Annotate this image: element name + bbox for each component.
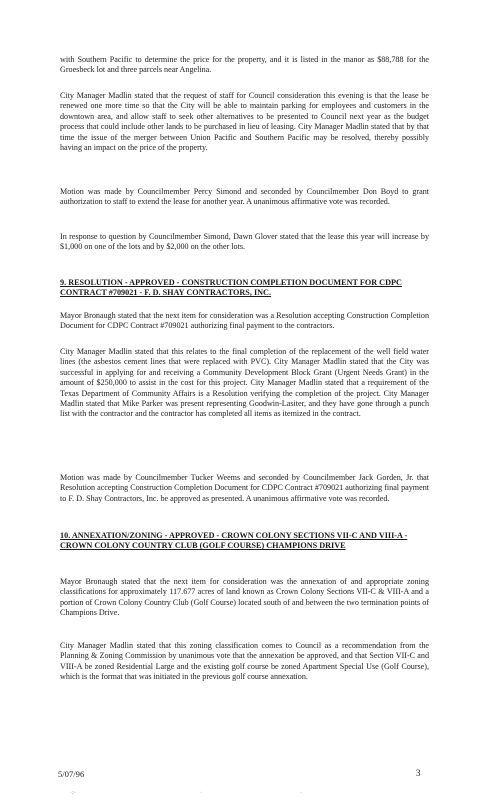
paragraph-annexation-details: City Manager Madlin stated that this zoning classification comes to Council as a recommendation from the Planning & Zoning Commission by unanimous vote that the annexation be approved, and that Section VII-C and VIII-A be zoned Residential Large and the existing golf course be zoned Apartment Special Use (Golf Course), which is the format that was initiated in the previous golf course annexation.: [60, 641, 429, 682]
section-heading-resolution: 9. RESOLUTION - APPROVED - CONSTRUCTION COMPLETION DOCUMENT FOR CDPC CONTRACT #709021 - F. D. SHAY CONTRACTORS, INC.: [60, 278, 402, 298]
paragraph-resolution-motion: Motion was made by Councilmember Tucker Weems and seconded by Councilmember Jack Gorden, Jr. that Resolution accepting Construction Completion Document for CDPC Contract #709021 authorizing final payment to F. D. Shay Contractors, Inc. be approved as presented. A unanimous affirmative vote was recorded.: [60, 473, 429, 503]
section-heading-annexation: 10. ANNEXATION/ZONING - APPROVED - CROWN COLONY SECTIONS VII-C AND VIII-A - CROWN COLONY COUNTRY CLUB (GOLF COURSE) CHAMPIONS DRIVE: [60, 531, 408, 551]
paragraph-lease-increase: In response to question by Councilmember Simond, Dawn Glover stated that the lease this year will increase by $1,000 on one of the lots and by $2,000 on the other lots.: [60, 232, 429, 252]
scan-artifact: ·:·: [70, 790, 76, 796]
paragraph-resolution-intro: Mayor Bronaugh stated that the next item for consideration was a Resolution accepting Construction Completion Document for CDPC Contract #709021 authorizing final payment to the contractors.: [60, 311, 429, 331]
paragraph-annexation-intro: Mayor Bronaugh stated that the next item for consideration was the annexation of and appropriate zoning classifications for approximately 117.677 acres of land known as Crown Colony Sections VII-C & VIII-A and a portion of Crown Colony Country Club (Golf Course) located south of and between the two termination points of Champions Drive.: [60, 577, 429, 618]
paragraph-property-price: with Southern Pacific to determine the price for the property, and it is listed in the manor as $88,788 for the Groesbeck lot and three parcels near Angelina.: [60, 55, 429, 75]
footer-date: 5/07/96: [58, 769, 85, 779]
paragraph-lease-motion: Motion was made by Councilmember Percy Simond and seconded by Councilmember Don Boyd to grant authorization to staff to extend the lease for another year. A unanimous affirmative vote was recorded.: [60, 187, 429, 207]
paragraph-resolution-details: City Manager Madlin stated that this relates to the final completion of the replacement of the well field water lines (the asbestos cement lines that were replaced with PVC). City Manager Madlin stated that the City was successful in applying for and receiving a Community Development Block Grant (Urgent Needs Grant) in the amount of $250,000 to assist in the cost for this project. City Manager Madlin stated that a requirement of the Texas Department of Community Affairs is a Resolution verifying the completion of the project. City Manager Madlin stated that Mike Parker was present representing Goodwin-Lasiter, and they have gone through a punch list with the contractor and the contractor has completed all items as itemized in the contract.: [60, 347, 429, 419]
scan-artifact: ·: [200, 790, 202, 796]
page-number: 3: [416, 768, 421, 778]
scan-artifact: ·: [300, 790, 302, 796]
paragraph-lease-renewal: City Manager Madlin stated that the request of staff for Council consideration this evening is that the lease be renewed one more time so that the City will be able to maintain parking for employees and customers in the downtown area, and allow staff to seek other alternatives to be presented to Council next year as the budget process that could include other lands to be purchased in lieu of leasing. City Manager Madlin stated that by that time the issue of the merger between Union Pacific and Southern Pacific may be resolved, thereby possibly having an impact on the price of the property.: [60, 91, 429, 153]
